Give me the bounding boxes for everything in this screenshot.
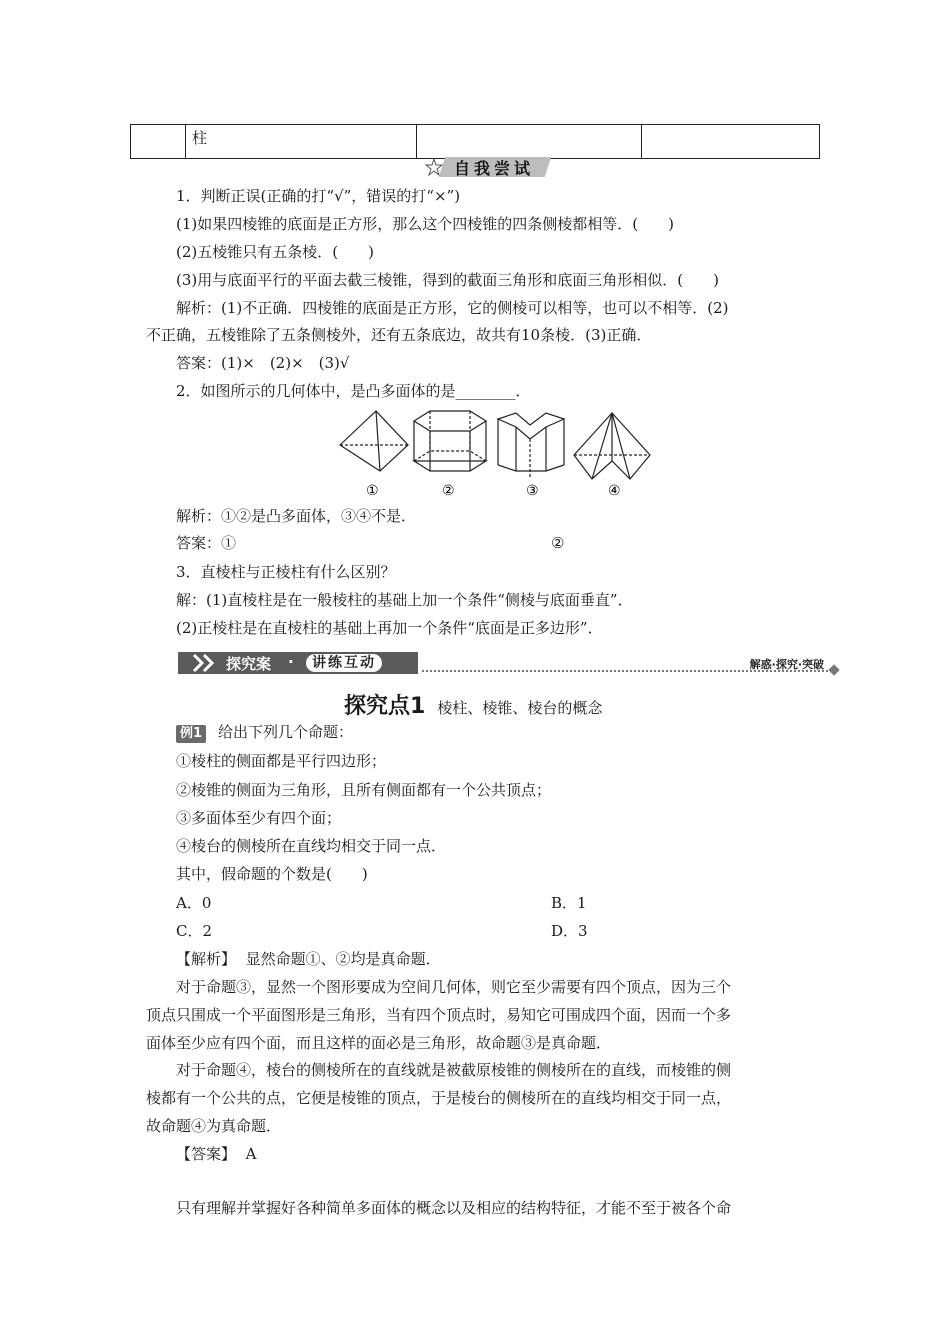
- q1-answer: 答案：(1)× (2)× (3)√: [176, 354, 350, 372]
- explore-section-bar: [178, 652, 838, 674]
- para3-line-1: 对于命题③，显然一个图形要成为空间几何体，则它至少需要有四个顶点，因为三个: [176, 978, 732, 996]
- option-b: B．1: [551, 894, 587, 912]
- explore-pill: 讲练互动: [306, 654, 382, 672]
- explore-point-heading: [344, 689, 602, 720]
- q1-stem: 1．判断正误(正确的打“√”，错误的打“×”): [176, 187, 461, 205]
- analysis-label: 【解析】: [176, 950, 237, 968]
- q2-answer-left: 答案：①: [176, 534, 237, 552]
- q2-stem: 2．如图所示的几何体中，是凸多面体的是________．: [176, 382, 531, 400]
- figure-label-4: ④: [608, 483, 621, 499]
- prop-4: ④棱台的侧棱所在直线均相交于同一点．: [176, 837, 447, 855]
- example-line: [176, 722, 353, 743]
- q2-answer-right: ②: [551, 534, 565, 552]
- q1-item-2: (2)五棱锥只有五条棱．( ): [176, 243, 374, 261]
- example-badge: 例1: [176, 725, 206, 743]
- analysis-line: [176, 949, 441, 969]
- q1-analysis-line-1: 解析：(1)不正确．四棱锥的底面是正方形，它的侧棱可以相等，也可以不相等．(2): [176, 299, 729, 317]
- q1-item-3: (3)用与底面平行的平面去截三棱锥，得到的截面三角形和底面三角形相似．( ): [176, 271, 719, 289]
- figure-label-1: ①: [366, 483, 379, 499]
- explore-dot: ·: [288, 653, 294, 671]
- polyhedra-figure: [330, 405, 660, 500]
- point-title: 探究点1: [344, 694, 426, 719]
- option-c: C．2: [176, 922, 213, 940]
- answer-value: A: [245, 1145, 257, 1163]
- table-cell: [417, 125, 642, 159]
- shape-1-pyramid: [340, 411, 408, 471]
- prop-1: ①棱柱的侧面都是平行四边形；: [176, 752, 387, 770]
- para3-line-3: 面体至少应有四个面，而且这样的面必是三角形，故命题③是真命题．: [146, 1034, 612, 1052]
- explore-title: 探究案: [226, 655, 272, 673]
- shape-3-concave-prism: [498, 413, 564, 479]
- para4-line-3: 故命题④为真命题．: [146, 1117, 282, 1135]
- para3-line-2: 顶点只围成一个平面图形是三角形，当有四个顶点时，易知它可围成四个面，因而一个多: [146, 1006, 732, 1024]
- self-test-banner: [424, 157, 554, 177]
- example-stem: 给出下列几个命题：: [218, 723, 354, 741]
- q1-item-1: (1)如果四棱锥的底面是正方形，那么这个四棱锥的四条侧棱都相等．( ): [176, 215, 674, 233]
- q3-solution-2: (2)正棱柱是在直棱柱的基础上再加一个条件“底面是正多边形”．: [176, 619, 603, 637]
- shape-2-prism: [414, 411, 486, 471]
- q3-solution-1: 解：(1)直棱柱是在一般棱柱的基础上加一个条件“侧棱与底面垂直”．: [176, 591, 633, 609]
- table-cell-label: 柱: [186, 125, 417, 159]
- shape-4-concave-pyramid: [574, 413, 650, 479]
- analysis-text: 显然命题①、②均是真命题．: [245, 950, 441, 968]
- table-cell: [642, 125, 820, 159]
- table-cell: [131, 125, 186, 159]
- para4-line-1: 对于命题④，棱台的侧棱所在的直线就是被截原棱锥的侧棱所在的直线，而棱锥的侧: [176, 1061, 732, 1079]
- answer-label: 【答案】: [176, 1145, 237, 1163]
- closing-line: 只有理解并掌握好各种简单多面体的概念以及相应的结构特征，才能不至于被各个命: [176, 1199, 732, 1217]
- top-table: [130, 124, 820, 159]
- question: 其中，假命题的个数是( ): [176, 865, 368, 883]
- figure-label-2: ②: [442, 483, 455, 499]
- prop-3: ③多面体至少有四个面；: [176, 809, 342, 827]
- q3-stem: 3．直棱柱与正棱柱有什么区别？: [176, 563, 396, 581]
- explore-right-caption: 解惑·探究·突破: [749, 658, 824, 671]
- q1-analysis-line-2: 不正确，五棱锥除了五条侧棱外，还有五条底边，故共有10条棱．(3)正确．: [146, 326, 652, 344]
- prop-2: ②棱锥的侧面为三角形，且所有侧面都有一个公共顶点；: [176, 781, 552, 799]
- option-d: D．3: [551, 922, 588, 940]
- figure-label-3: ③: [526, 483, 539, 499]
- diamond-icon: [828, 664, 839, 675]
- q2-analysis: 解析：①②是凸多面体，③④不是．: [176, 507, 417, 525]
- answer-line: [176, 1144, 256, 1164]
- para4-line-2: 棱都有一个公共的点，它便是棱锥的顶点，于是棱台的侧棱所在的直线均相交于同一点，: [146, 1089, 732, 1107]
- option-a: A．0: [176, 894, 212, 912]
- double-chevron-icon: [192, 654, 220, 672]
- point-subtitle: 棱柱、棱锥、棱台的概念: [437, 699, 603, 717]
- self-test-title: 自我尝试: [454, 159, 535, 178]
